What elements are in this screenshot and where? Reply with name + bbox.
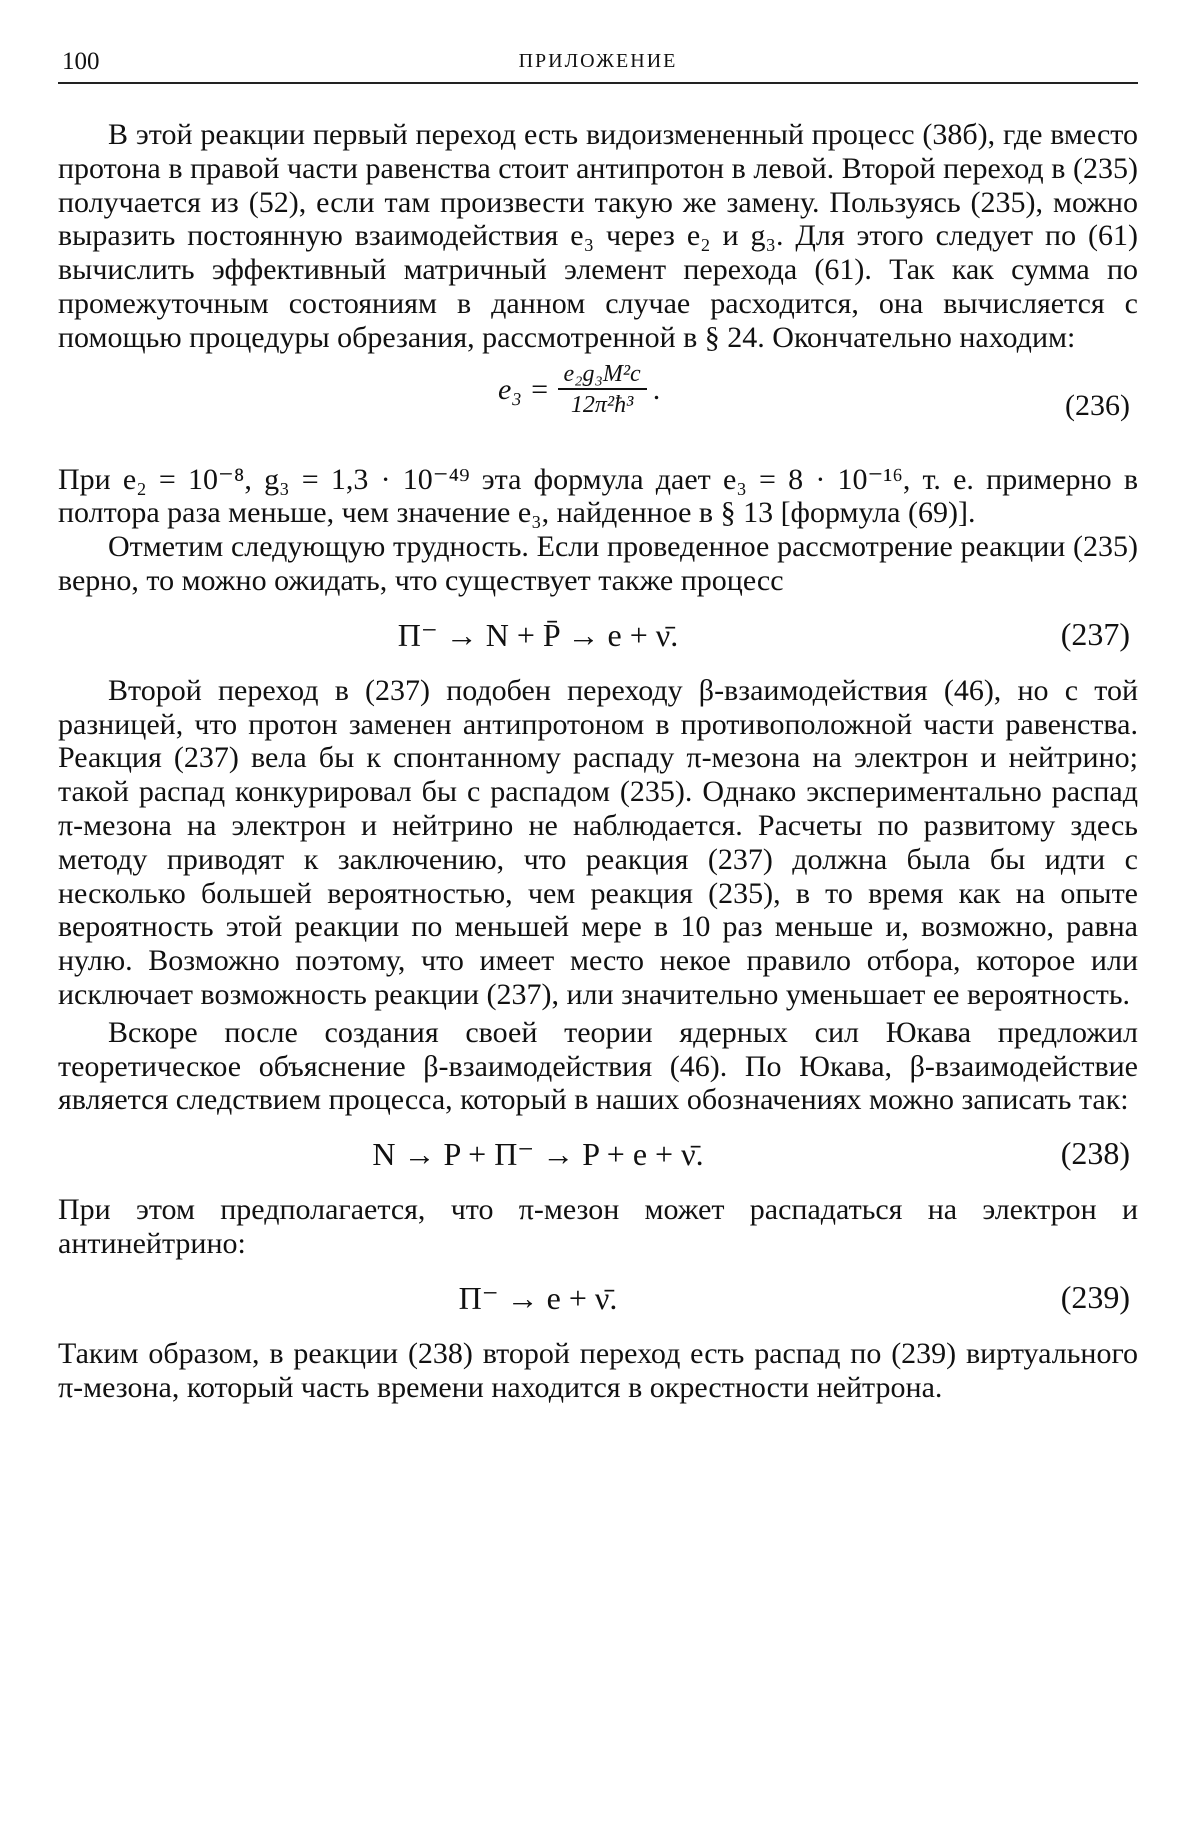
formula-238-expression: N → P + Π⁻ → P + e + ν̄.: [372, 1136, 704, 1173]
paragraph-1: В этой реакции первый переход есть видоизмененный процесс (38б), где вместо протона в правой части равенства стоит антипротон в левой. Второй переход в (235) получается из (52), если там произвести такую же замену. Пользуясь (235), можно выразить постоянную взаимодействия e₃ через e₂ и g₃. Для этого следует по (61) вычислить эффективный матричный элемент перехода (61). Так как сумма по промежуточным состояниям в данном случае расходится, она вычисляется с помощью процедуры обрезания, рассмотренной в § 24. Окончательно находим:: [58, 118, 1138, 354]
equation-number-237: (237): [1060, 615, 1130, 652]
fraction-denominator: 12π²ħ³: [570, 391, 634, 418]
formula-236-lhs: e₃ =: [498, 372, 550, 406]
paragraph-5: Вскоре после создания своей теории ядерных сил Юкава предложил теоретическое объяснение β-взаимодействия (46). По Юкава, β-взаимодействие является следствием процесса, который в наших обозначениях можно записать так:: [58, 1015, 1138, 1117]
page-number: 100: [62, 48, 100, 75]
fraction-numerator: e₂g₃M²c: [558, 361, 647, 390]
paragraph-3: Отметим следующую трудность. Если проведенное рассмотрение реакции (235) верно, то можно ожидать, что существует также процесс: [58, 530, 1138, 597]
formula-236-tail: .: [652, 372, 661, 406]
formula-236-expression: [498, 361, 660, 419]
equation-number-236: (236): [1065, 388, 1130, 422]
formula-237: [58, 606, 1138, 666]
running-title: ПРИЛОЖЕНИЕ: [518, 50, 678, 72]
page-header: [58, 40, 1138, 84]
equation-number-238: (238): [1060, 1135, 1130, 1172]
paragraph-6: При этом предполагается, что π-мезон может распадаться на электрон и антинейтрино:: [58, 1193, 1138, 1260]
header-rule: [58, 82, 1138, 84]
paragraph-4: Второй переход в (237) подобен переходу β-взаимодействия (46), но с той разницей, что протон заменен антипротоном в противоположной части равенства. Реакция (237) вела бы к спонтанному распаду π-мезона на электрон и нейтрино; такой распад конкурировал бы с распадом (235). Однако экспериментально распад π-мезона на электрон и нейтрино не наблюдается. Расчеты по развитому здесь методу приводят к заключению, что реакция (237) должна была бы идти с несколько большей вероятностью, чем реакция (235), в то время как на опыте вероятность этой реакции по меньшей мере в 10 раз меньше и, возможно, равна нулю. Возможно поэтому, что имеет место некое правило отбора, которое или исключает возможность реакции (237), или значительно уменьшает ее вероятность.: [58, 673, 1138, 1011]
page-body: [58, 118, 1138, 1404]
paragraph-7: Таким образом, в реакции (238) второй переход есть распад по (239) виртуального π-мезона, который часть времени находится в окрестности нейтрона.: [58, 1336, 1138, 1404]
paragraph-2: При e₂ = 10⁻⁸, g₃ = 1,3 · 10⁻⁴⁹ эта формула дает e₃ = 8 · 10⁻¹⁶, т. е. примерно в полтора раза меньше, чем значение e₃, найденное в § 13 [формула (69)].: [58, 462, 1138, 530]
formula-239-expression: Π⁻ → e + ν̄.: [458, 1279, 618, 1316]
formula-238: [58, 1125, 1138, 1185]
formula-239: [58, 1269, 1138, 1329]
equation-number-239: (239): [1060, 1278, 1130, 1315]
fraction: [558, 361, 647, 419]
formula-236: [58, 361, 1138, 453]
formula-237-expression: Π⁻ → N + P̄ → e + ν̄.: [397, 616, 679, 653]
